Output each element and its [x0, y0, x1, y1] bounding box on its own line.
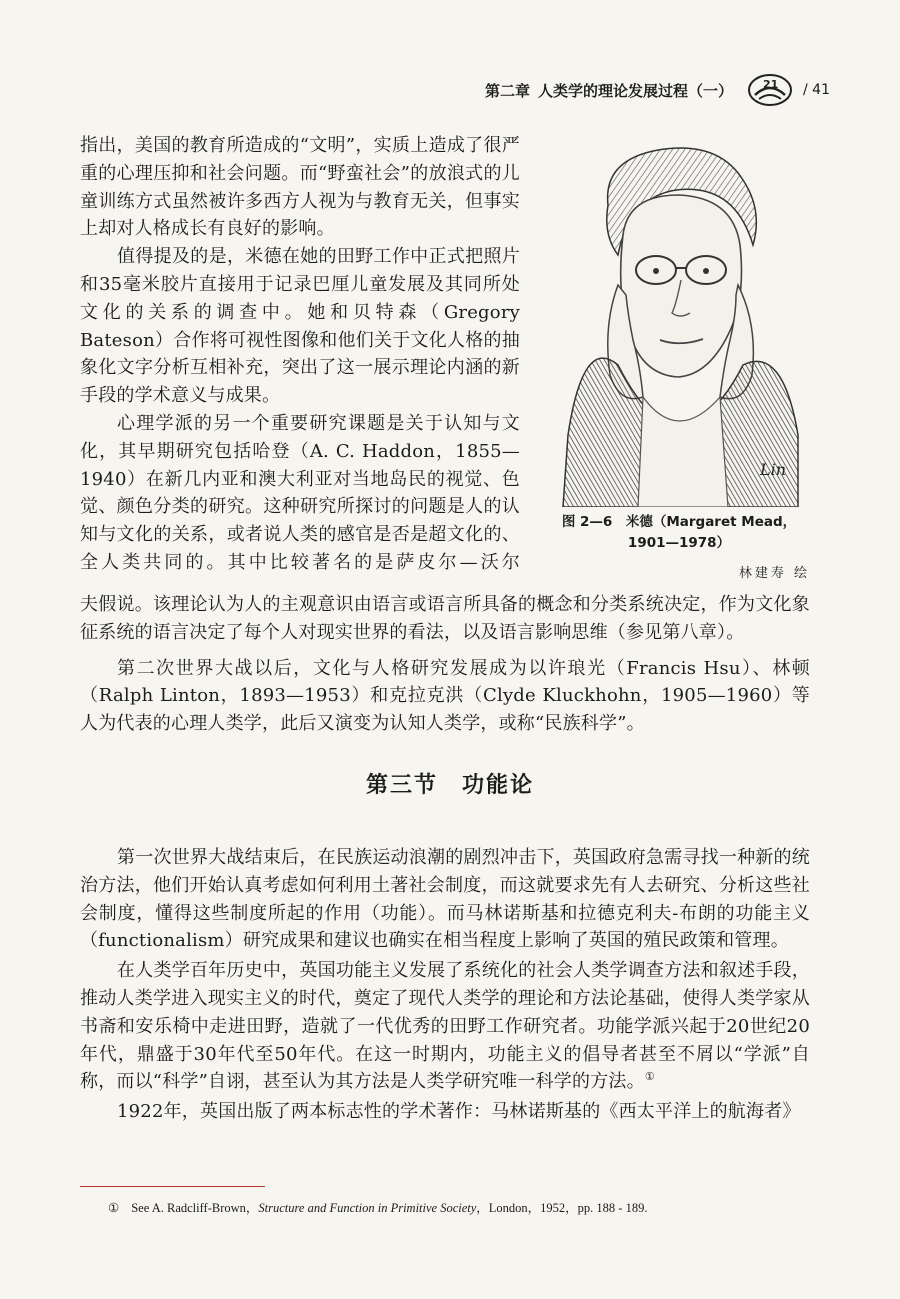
footnote-reference: ①	[644, 1070, 655, 1084]
paragraph-text: 在人类学百年历史中，英国功能主义发展了系统化的社会人类学调查方法和叙述手段，推动人类学进入现实主义的时代，奠定了现代人类学的理论和方法论基础，使得人类学家从书斋和安乐椅中走进田野，造就了一代优秀的田野工作研究者。功能学派兴起于20世纪20年代，鼎盛于30年代至50年代。在这一时期内，功能主义的倡导者甚至不屑以“学派”自称，而以“科学”自诩，甚至认为其方法是人类学研究唯一科学的方法。	[80, 960, 810, 1093]
footnote-divider	[80, 1186, 265, 1187]
paragraph: 指出，美国的教育所造成的“文明”，实质上造成了很严重的心理压抑和社会问题。而“野蛮社会”的放浪式的儿童训练方式虽然被许多西方人视为与教育无关，但事实上却对人格成长有良好的影响。	[80, 135, 520, 240]
footnote-mark: ①	[108, 1201, 120, 1215]
paragraph: 第二次世界大战以后，文化与人格研究发展成为以许琅光（Francis Hsu）、林顿（Ralph Linton，1893—1953）和克拉克洪（Clyde Kluckhohn，1905—1960）等人为代表的心理人类学，此后又演变为认知人类学，或称“民族科学”。	[80, 657, 810, 735]
margaret-mead-portrait-sketch	[548, 135, 810, 507]
paragraph: 心理学派的另一个重要研究课题是关于认知与文化，其早期研究包括哈登（A. C. Haddon，1855—1940）在新几内亚和澳大利亚对当地岛民的视觉、色觉、颜色分类的研究。这种研究所探讨的问题是人的认知与文化的关系，或者说人类的感官是否是超文化的、全人类共同的。其中比较著名的是萨皮尔—沃尔	[80, 412, 520, 573]
footnote	[108, 1198, 808, 1218]
header-title: 人类学的理论发展过程（一）	[538, 81, 734, 100]
paragraph: 夫假说。该理论认为人的主观意识由语言或语言所具备的概念和分类系统决定，作为文化象征系统的语言决定了每个人对现实世界的看法，以及语言影响思维（参见第八章）。	[80, 594, 810, 643]
full-width-text	[80, 591, 810, 738]
svg-text:21: 21	[763, 78, 779, 91]
paragraph: 值得提及的是，米德在她的田野工作中正式把照片和35毫米胶片直接用于记录巴厘儿童发展及其同所处文化的关系的调查中。她和贝特森（Gregory Bateson）合作将可视性图像和他们关于文化人格的抽象化文字分析互相补充，突出了这一展示理论内涵的新手段的学术意义与成果。	[80, 246, 520, 407]
caption-line: 图 2—6 米德（Margaret Mead，	[561, 514, 797, 530]
running-header	[360, 72, 830, 108]
page-number: / 41	[803, 82, 830, 98]
footnote-book-title: Structure and Function in Primitive Society	[258, 1201, 477, 1215]
paragraph: 1922年，英国出版了两本标志性的学术著作：马林诺斯基的《西太平洋上的航海者》	[117, 1101, 801, 1123]
footnote-text-before: See A. Radcliff-Brown，	[131, 1201, 259, 1215]
artist-credit: 林建寿 绘	[738, 566, 810, 581]
artist-signature: Lin	[760, 460, 787, 479]
caption-line: 1901—1978）	[627, 535, 731, 551]
left-column-text	[80, 132, 520, 577]
header-chapter: 第二章	[484, 81, 530, 100]
paragraph	[80, 957, 810, 1096]
section-heading: 第三节 功能论	[365, 773, 534, 798]
section-text	[80, 844, 810, 1126]
paragraph: 第一次世界大战结束后，在民族运动浪潮的剧烈冲击下，英国政府急需寻找一种新的统治方法，他们开始认真考虑如何利用土著社会制度，而这就要求先有人去研究、分析这些社会制度，懂得这些制度所起的作用（功能）。而马林诺斯基和拉德克利夫-布朗的功能主义（functionalism）研究成果和建议也确实在相当程度上影响了英国的殖民政策和管理。	[80, 847, 810, 952]
footnote-text-after: ，London，1952，pp. 188 - 189.	[476, 1201, 648, 1215]
book-series-logo-icon	[747, 73, 793, 107]
figure-caption	[548, 512, 810, 554]
